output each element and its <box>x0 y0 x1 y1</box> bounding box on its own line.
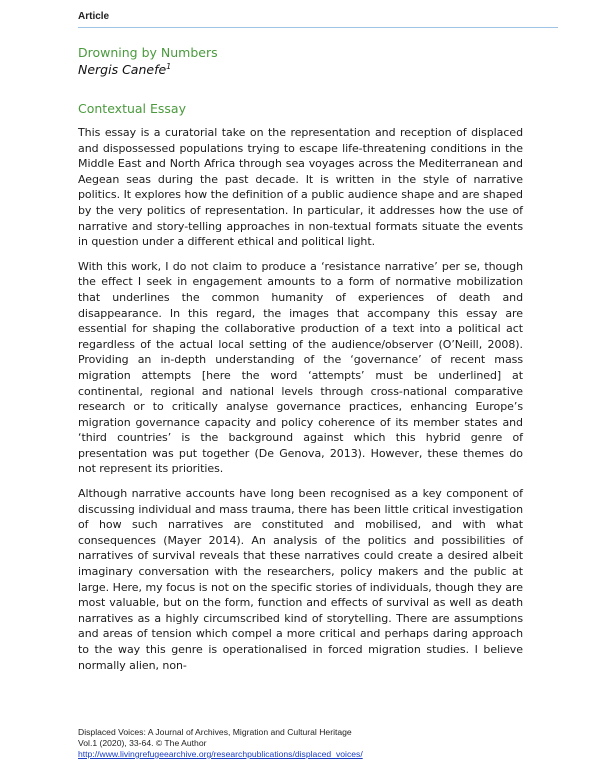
section-heading: Contextual Essay <box>78 101 186 116</box>
running-header: Article <box>78 11 110 22</box>
paragraph-3: Although narrative accounts have long been recognised as a key component of discussing individual and mass trauma, there has been little critical investigation of how such narratives are constituted and mobilised, and with what consequences (Mayer 2014). An analysis of the politics and possibilities of narratives of survival reveals that these narratives could create a desired albeit imaginary conversation with the researchers, policy makers and the public at large. Here, my focus is not on the specific stories of individuals, though they are most valuable, but on the form, function and effects of survival as well as death narratives as a highly circumscribed kind of storytelling. There are assumptions and areas of tension which compel a more critical and perhaps daring approach to the way this genre is operationalised in forced migration studies. I believe normally alien, non- <box>78 487 523 672</box>
author-footnote-marker[interactable]: 1 <box>166 62 172 71</box>
footer-journal: Displaced Voices: A Journal of Archives, Migration and Cultural Heritage <box>78 727 352 737</box>
paragraph-2: With this work, I do not claim to produce a ‘resistance narrative’ per se, though the effect I seek in engagement amounts to a form of normative mobilization that underlines the common humanity of experiences of death and disappearance. In this regard, the images that accompany this essay are essential for shaping the collaborative production of a text into a political act regardless of the actual local setting of the audience/observer (O’Neill, 2008). Providing an in-depth understanding of the ‘governance’ of recent mass migration attempts [here the word ‘attempts’ must be underlined] at continental, regional and national levels through cross-national comparative research or to critically analyse governance practices, enhancing Europe’s migration governance capacity and policy coherence of its member states and ‘third countries’ is the background against which this hybrid genre of presentation was put together (De Genova, 2013). However, these themes do not represent its priorities. <box>78 259 523 476</box>
article-body <box>78 125 523 682</box>
article-title: Drowning by Numbers <box>78 45 218 60</box>
page-footer <box>78 727 363 760</box>
footer-url-link[interactable]: http://www.livingrefugeearchive.org/researchpublications/displaced_voices/ <box>78 749 363 759</box>
header-divider <box>78 27 558 28</box>
author-name: Nergis Canefe <box>78 62 167 78</box>
paragraph-1: This essay is a curatorial take on the representation and reception of displaced and dispossessed populations trying to escape life-threatening conditions in the Middle East and North Africa through sea voyages across the Mediterranean and Aegean seas during the past decade. It is written in the style of narrative politics. It explores how the definition of a public audience shape and are shaped by the very politics of representation. In particular, it addresses how the use of narrative and story-telling approaches in non-textual formats situate the events in question under a different ethical and political light. <box>78 126 523 249</box>
article-author <box>78 62 171 77</box>
footer-volume: Vol.1 (2020), 33-64. © The Author <box>78 738 207 748</box>
